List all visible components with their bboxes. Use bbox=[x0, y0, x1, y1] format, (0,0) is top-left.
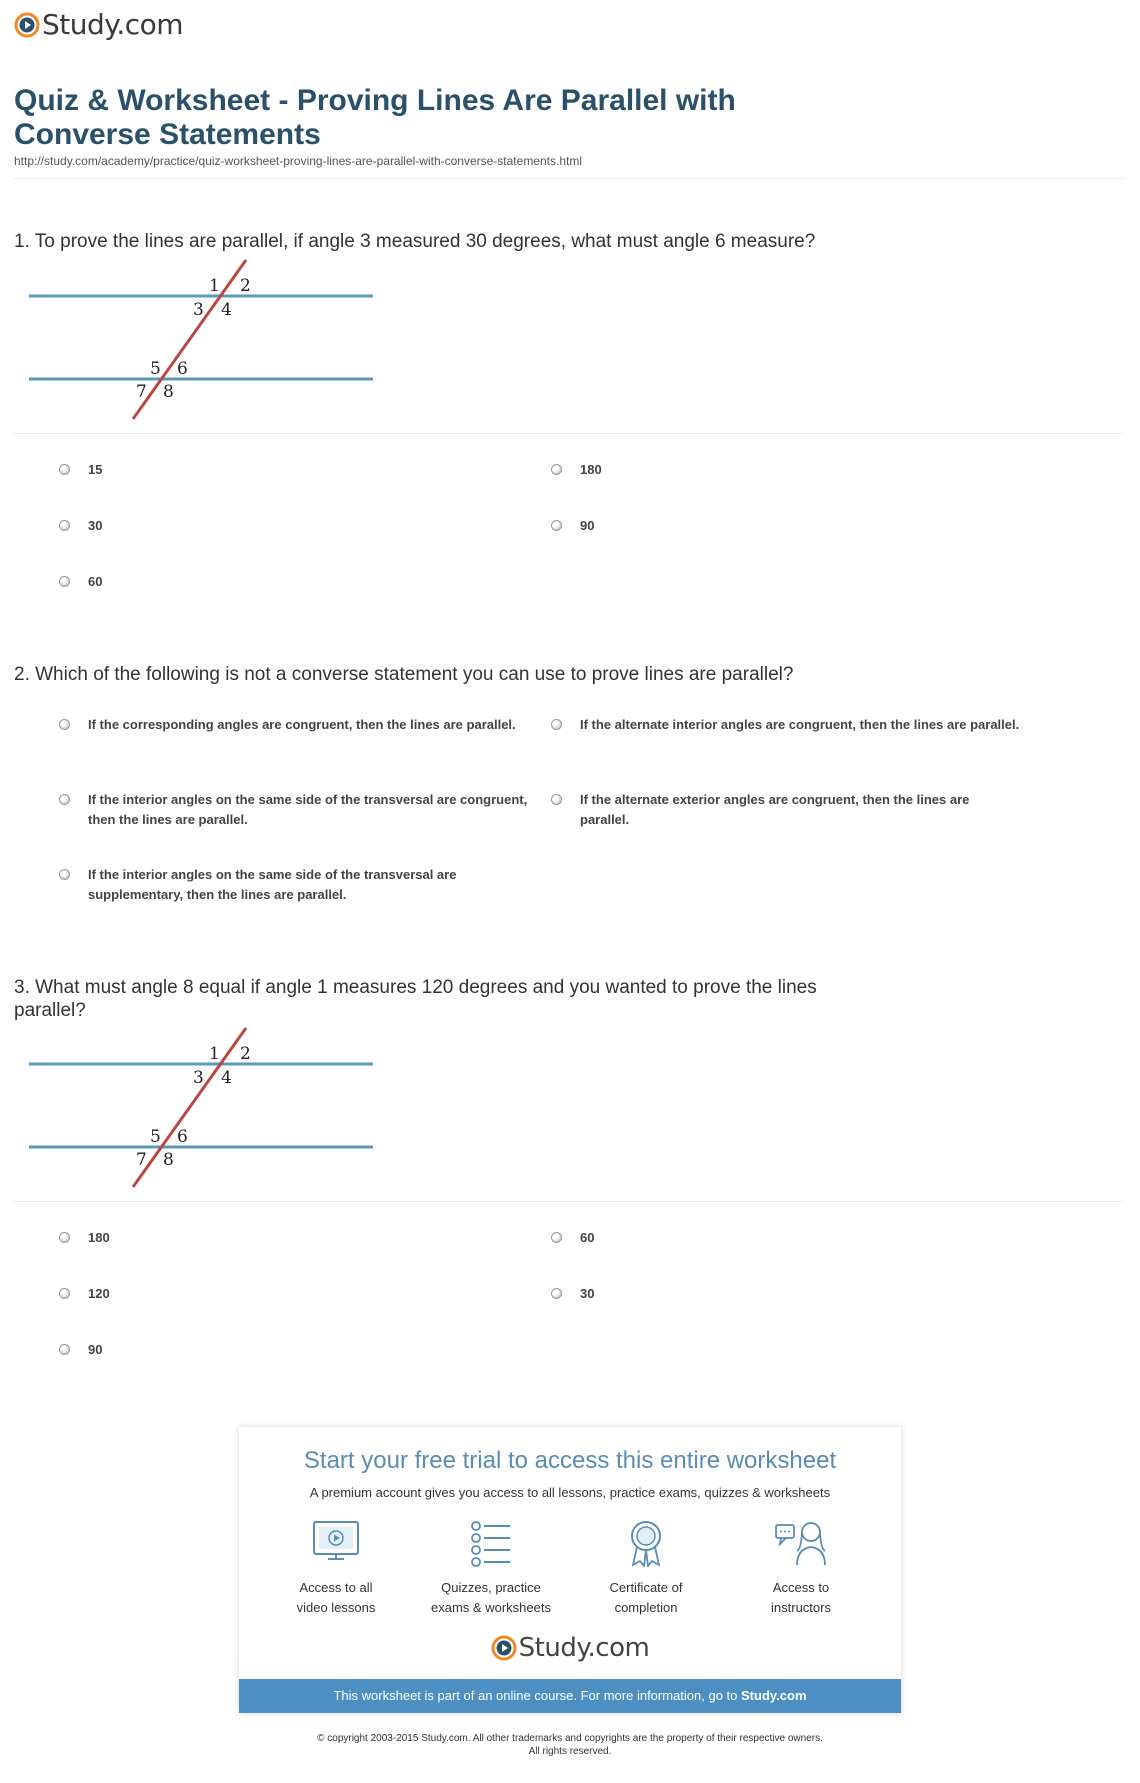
play-logo-icon bbox=[14, 12, 40, 38]
copyright bbox=[0, 1732, 1140, 1758]
promo-info-bar bbox=[239, 1679, 901, 1713]
radio-button[interactable] bbox=[59, 1288, 70, 1299]
answer-option[interactable]: 60 bbox=[551, 1228, 1020, 1248]
answer-option[interactable]: If the corresponding angles are congruent, then the lines are parallel. bbox=[59, 715, 528, 735]
video-lesson-icon bbox=[311, 1519, 361, 1567]
answer-option[interactable]: 30 bbox=[59, 516, 528, 536]
angle-label-1: 1 bbox=[209, 1044, 220, 1064]
answer-option[interactable]: 120 bbox=[59, 1284, 528, 1304]
answer-option[interactable]: If the interior angles on the same side of the transversal are congruent, then the lines are parallel. bbox=[59, 790, 528, 830]
answer-option[interactable]: 180 bbox=[551, 460, 1020, 480]
answer-option[interactable]: 180 bbox=[59, 1228, 528, 1248]
angle-label-4: 4 bbox=[221, 1068, 232, 1088]
certificate-icon bbox=[621, 1519, 671, 1567]
radio-button[interactable] bbox=[551, 1288, 562, 1299]
radio-button[interactable] bbox=[59, 869, 70, 880]
angle-label-3: 3 bbox=[193, 1068, 204, 1088]
angle-label-7: 7 bbox=[136, 382, 147, 402]
answer-option[interactable]: If the alternate interior angles are congruent, then the lines are parallel. bbox=[551, 715, 1020, 735]
question-3-text: 3. What must angle 8 equal if angle 1 measures 120 degrees and you wanted to prove the lines parallel? bbox=[14, 977, 817, 1021]
promo-bar-text: This worksheet is part of an online course. For more information, go to bbox=[333, 1688, 742, 1703]
radio-button[interactable] bbox=[551, 794, 562, 805]
divider bbox=[14, 1201, 1126, 1202]
angle-label-7: 7 bbox=[136, 1150, 147, 1170]
page-url[interactable]: http://study.com/academy/practice/quiz-worksheet-proving-lines-are-parallel-with-converse-statements.html bbox=[14, 154, 582, 168]
divider bbox=[14, 433, 1126, 434]
answer-option[interactable]: If the interior angles on the same side of the transversal are supplementary, then the lines are parallel. bbox=[59, 865, 528, 905]
quiz-list-icon bbox=[466, 1519, 516, 1567]
radio-button[interactable] bbox=[59, 719, 70, 730]
angle-label-6: 6 bbox=[177, 359, 188, 379]
instructor-icon bbox=[773, 1519, 829, 1567]
question-3-diagram bbox=[14, 1023, 384, 1193]
radio-button[interactable] bbox=[551, 719, 562, 730]
radio-button[interactable] bbox=[59, 520, 70, 531]
answer-option[interactable]: If the alternate exterior angles are congruent, then the lines are parallel. bbox=[551, 790, 1020, 830]
study-logo[interactable] bbox=[14, 8, 183, 41]
radio-button[interactable] bbox=[59, 576, 70, 587]
angle-label-5: 5 bbox=[150, 1127, 161, 1147]
page-title: Quiz & Worksheet - Proving Lines Are Parallel with Converse Statements bbox=[14, 84, 736, 151]
transversal-line bbox=[133, 1028, 246, 1187]
free-trial-promo[interactable] bbox=[239, 1427, 901, 1713]
radio-button[interactable] bbox=[59, 1344, 70, 1355]
angle-label-8: 8 bbox=[163, 382, 174, 402]
angle-label-6: 6 bbox=[177, 1127, 188, 1147]
question-2-text: 2. Which of the following is not a converse statement you can use to prove lines are parallel? bbox=[14, 664, 794, 685]
play-logo-icon bbox=[491, 1635, 517, 1661]
rights-text: All rights reserved. bbox=[528, 1746, 612, 1757]
promo-study-logo[interactable] bbox=[239, 1633, 901, 1663]
promo-title: Start your free trial to access this entire worksheet bbox=[303, 1447, 837, 1474]
divider bbox=[14, 178, 1126, 179]
feature-quizzes: Quizzes, practice exams & worksheets bbox=[416, 1519, 566, 1618]
transversal-line bbox=[133, 260, 246, 419]
question-1-text: 1. To prove the lines are parallel, if angle 3 measured 30 degrees, what must angle 6 measure? bbox=[14, 231, 816, 252]
promo-subtitle: A premium account gives you access to all lessons, practice exams, quizzes & worksheets bbox=[309, 1485, 831, 1500]
answer-option[interactable]: 15 bbox=[59, 460, 528, 480]
copyright-text: © copyright 2003-2015 Study.com. All other trademarks and copyrights are the property of their respective owners. bbox=[317, 1733, 823, 1744]
radio-button[interactable] bbox=[551, 1232, 562, 1243]
angle-label-2: 2 bbox=[240, 1044, 251, 1064]
answer-option[interactable]: 60 bbox=[59, 572, 528, 592]
radio-button[interactable] bbox=[59, 794, 70, 805]
logo-text: Study.com bbox=[42, 8, 184, 41]
radio-button[interactable] bbox=[59, 464, 70, 475]
angle-label-2: 2 bbox=[240, 276, 251, 296]
angle-label-5: 5 bbox=[150, 359, 161, 379]
study-link[interactable]: Study.com bbox=[741, 1688, 807, 1703]
angle-label-1: 1 bbox=[209, 276, 220, 296]
radio-button[interactable] bbox=[551, 464, 562, 475]
angle-label-8: 8 bbox=[163, 1150, 174, 1170]
angle-label-4: 4 bbox=[221, 300, 232, 320]
feature-video-lessons: Access to all video lessons bbox=[261, 1519, 411, 1618]
logo-text: Study.com bbox=[518, 1633, 650, 1663]
feature-instructors: Access to instructors bbox=[726, 1519, 876, 1618]
answer-option[interactable]: 90 bbox=[59, 1340, 528, 1360]
answer-option[interactable]: 30 bbox=[551, 1284, 1020, 1304]
radio-button[interactable] bbox=[59, 1232, 70, 1243]
question-1-diagram bbox=[14, 255, 384, 425]
radio-button[interactable] bbox=[551, 520, 562, 531]
angle-label-3: 3 bbox=[193, 300, 204, 320]
answer-option[interactable]: 90 bbox=[551, 516, 1020, 536]
feature-certificate: Certificate of completion bbox=[571, 1519, 721, 1618]
